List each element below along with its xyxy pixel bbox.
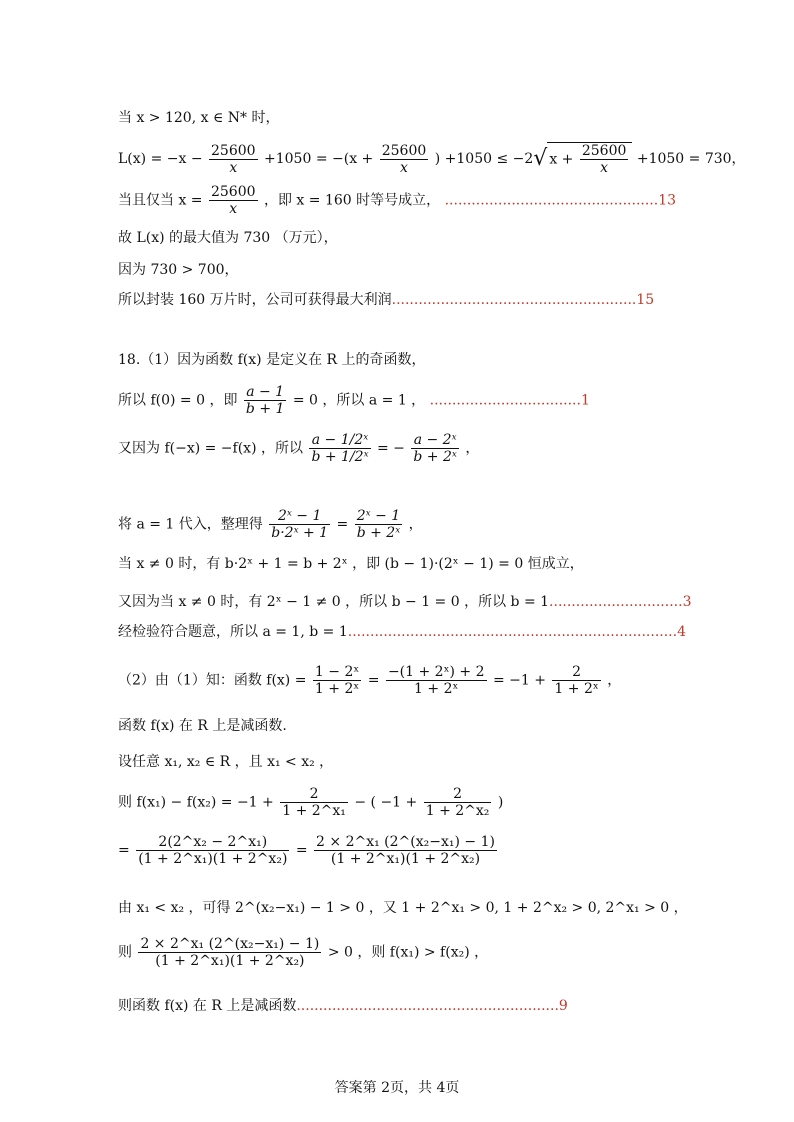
text-line bbox=[118, 230, 338, 247]
numerator: 1 − 2ˣ bbox=[314, 664, 360, 680]
score-mark: 1 bbox=[580, 392, 590, 409]
denominator: (1 + 2^x₁)(1 + 2^x₂) bbox=[330, 851, 481, 868]
score-mark: 3 bbox=[682, 594, 692, 610]
line-text: 则函数 f(x) 在 R 上是减函数 bbox=[118, 998, 297, 1014]
score-mark: 9 bbox=[558, 998, 568, 1014]
numerator: 25600 bbox=[211, 142, 256, 159]
formula-part: ) bbox=[497, 794, 504, 811]
formula-part: ) +1050 ≤ −2 bbox=[434, 151, 534, 168]
numerator: 2ˣ − 1 bbox=[269, 508, 330, 525]
denominator: x bbox=[229, 159, 238, 176]
fraction bbox=[280, 786, 348, 819]
numerator: 2 × 2^x₁ (2^(x₂−x₁) − 1) bbox=[316, 834, 495, 850]
line-text: 又因为当 x ≠ 0 时，有 2ˣ − 1 ≠ 0 ，所以 b − 1 = 0 ，所以 b = 1 bbox=[118, 594, 550, 610]
fraction bbox=[138, 936, 321, 969]
numerator: 2 bbox=[424, 786, 492, 803]
denominator: (1 + 2^x₁)(1 + 2^x₂) bbox=[138, 851, 288, 868]
formula-part: ， bbox=[607, 672, 622, 689]
line-text: 当 x ≠ 0 时，有 b·2ˣ + 1 = b + 2ˣ ，即 (b − 1)·(2ˣ − 1) = 0 恒成立， bbox=[118, 556, 584, 572]
text-line bbox=[118, 556, 584, 573]
denominator: b + 1/2ˣ bbox=[311, 449, 369, 466]
sqrt-icon: √ bbox=[533, 145, 548, 171]
fraction bbox=[313, 664, 361, 697]
denominator: 1 + 2ˣ bbox=[414, 681, 459, 698]
fraction bbox=[136, 834, 289, 867]
line-text: 故 L(x) 的最大值为 730 （万元）， bbox=[118, 230, 338, 246]
text-line bbox=[118, 262, 239, 279]
line-text: 函数 f(x) 在 R 上是减函数. bbox=[118, 718, 287, 734]
formula-line bbox=[118, 142, 746, 176]
line-text: 所以封装 160 万片时，公司可获得最大利润 bbox=[118, 292, 392, 308]
denominator: (1 + 2^x₁)(1 + 2^x₂) bbox=[155, 953, 305, 970]
line-text: 又因为 f(−x) = −f(x) ，所以 bbox=[118, 440, 303, 457]
denominator: 1 + 2ˣ bbox=[554, 681, 599, 698]
fraction bbox=[424, 786, 492, 819]
formula-line bbox=[118, 664, 621, 697]
line-text: 经检验符合题意，所以 a = 1, b = 1 bbox=[118, 624, 348, 640]
formula-part: x + bbox=[549, 151, 574, 168]
line-text: 因为 730 > 700， bbox=[118, 262, 239, 278]
denominator: b + 2ˣ bbox=[413, 449, 457, 466]
formula-part: − ( −1 + bbox=[354, 794, 418, 811]
line-text: 设任意 x₁, x₂ ∈ R ，且 x₁ < x₂ ， bbox=[118, 754, 334, 770]
denominator: b·2ˣ + 1 bbox=[271, 525, 329, 542]
fraction bbox=[552, 664, 600, 697]
denominator: b + 2ˣ bbox=[356, 525, 401, 542]
line-text: = 0 ，所以 a = 1 ， bbox=[292, 392, 426, 409]
fraction bbox=[580, 143, 629, 176]
numerator: 2 × 2^x₁ (2^(x₂−x₁) − 1) bbox=[140, 936, 320, 952]
line-text: = bbox=[336, 516, 349, 533]
fraction bbox=[411, 432, 458, 465]
formula-part: = bbox=[295, 842, 308, 859]
numerator: 2(2^x₂ − 2^x₁) bbox=[136, 834, 289, 851]
formula-line bbox=[118, 786, 503, 819]
fraction bbox=[209, 143, 258, 176]
numerator: 2 bbox=[552, 664, 600, 681]
text-line bbox=[118, 508, 423, 541]
denominator: x bbox=[600, 160, 609, 177]
score-leader: ........................................................... bbox=[296, 998, 559, 1014]
numerator: −(1 + 2ˣ) + 2 bbox=[387, 664, 485, 680]
score-leader: .......................................................................... bbox=[347, 624, 678, 640]
text-line bbox=[118, 352, 426, 369]
formula-part: 则 bbox=[118, 944, 132, 961]
fraction bbox=[244, 384, 287, 417]
formula-part: = bbox=[118, 842, 130, 859]
score-leader: .............................. bbox=[549, 594, 683, 610]
line-text: 将 a = 1 代入，整理得 bbox=[118, 516, 263, 533]
denominator: 1 + 2^x₂ bbox=[425, 803, 490, 820]
numerator: 2 bbox=[280, 786, 348, 803]
line-text: 当且仅当 x = bbox=[118, 192, 203, 209]
formula-part: +1050 = 730， bbox=[636, 151, 746, 168]
text-line bbox=[118, 718, 287, 735]
text-line bbox=[118, 754, 333, 771]
text-line bbox=[118, 624, 686, 641]
numerator: a − 1 bbox=[244, 384, 287, 401]
text-line bbox=[118, 998, 568, 1015]
score-mark: 4 bbox=[677, 624, 686, 640]
fraction bbox=[269, 508, 330, 541]
sqrt-body bbox=[547, 142, 632, 176]
formula-part: L(x) = −x − bbox=[118, 151, 203, 168]
line-text: ，即 x = 160 时等号成立， bbox=[263, 192, 441, 209]
numerator: 25600 bbox=[581, 143, 627, 159]
line-text: ， bbox=[465, 440, 480, 457]
line-text: 当 x > 120, x ∈ N* 时， bbox=[118, 110, 280, 126]
formula-line bbox=[118, 834, 499, 867]
formula-part: > 0 ，则 f(x₁) > f(x₂) ， bbox=[327, 944, 489, 961]
line-text: 18.（1）因为函数 f(x) 是定义在 R 上的奇函数， bbox=[118, 352, 426, 368]
score-mark: 15 bbox=[636, 292, 655, 308]
denominator: 1 + 2ˣ bbox=[314, 681, 360, 698]
numerator: a − 2ˣ bbox=[411, 432, 458, 449]
fraction bbox=[209, 184, 258, 217]
fraction bbox=[309, 432, 370, 465]
text-line bbox=[118, 432, 479, 465]
numerator: a − 1/2ˣ bbox=[309, 432, 370, 449]
numerator: 25600 bbox=[381, 142, 427, 159]
denominator: x bbox=[400, 159, 408, 176]
line-text: （2）由（1）知：函数 f(x) = bbox=[118, 672, 307, 689]
fraction bbox=[380, 143, 429, 176]
score-leader: ................................................ bbox=[444, 192, 659, 209]
text-line bbox=[118, 292, 654, 309]
score-leader: .................................. bbox=[429, 392, 581, 409]
fraction bbox=[355, 508, 402, 541]
text-line bbox=[118, 594, 691, 611]
page-footer: 答案第 2页，共 4页 bbox=[334, 1080, 460, 1096]
line-text: ， bbox=[408, 516, 423, 533]
formula-part: = −1 + bbox=[492, 672, 546, 689]
score-mark: 13 bbox=[658, 192, 677, 209]
text-line bbox=[118, 110, 279, 127]
fraction bbox=[314, 834, 497, 867]
denominator: x bbox=[229, 201, 238, 218]
denominator: b + 1 bbox=[245, 401, 285, 418]
fraction bbox=[386, 664, 487, 697]
text-line bbox=[118, 384, 590, 417]
formula-part: +1050 = −(x + bbox=[264, 151, 374, 168]
numerator: 25600 bbox=[210, 184, 256, 200]
formula-part: = bbox=[367, 672, 380, 689]
formula-line bbox=[118, 936, 488, 969]
line-text: 由 x₁ < x₂ ，可得 2^(x₂−x₁) − 1 > 0 ，又 1 + 2^x₁ > 0, 1 + 2^x₂ > 0, 2^x₁ > 0 ， bbox=[118, 900, 688, 916]
text-line bbox=[118, 184, 676, 217]
line-text: = − bbox=[377, 440, 405, 457]
text-line bbox=[118, 900, 688, 917]
denominator: 1 + 2^x₁ bbox=[282, 803, 346, 820]
line-text: 所以 f(0) = 0 ，即 bbox=[118, 392, 238, 409]
score-leader: ....................................................... bbox=[391, 292, 637, 308]
numerator: 2ˣ − 1 bbox=[355, 508, 402, 525]
formula-part: 则 f(x₁) − f(x₂) = −1 + bbox=[118, 794, 274, 811]
